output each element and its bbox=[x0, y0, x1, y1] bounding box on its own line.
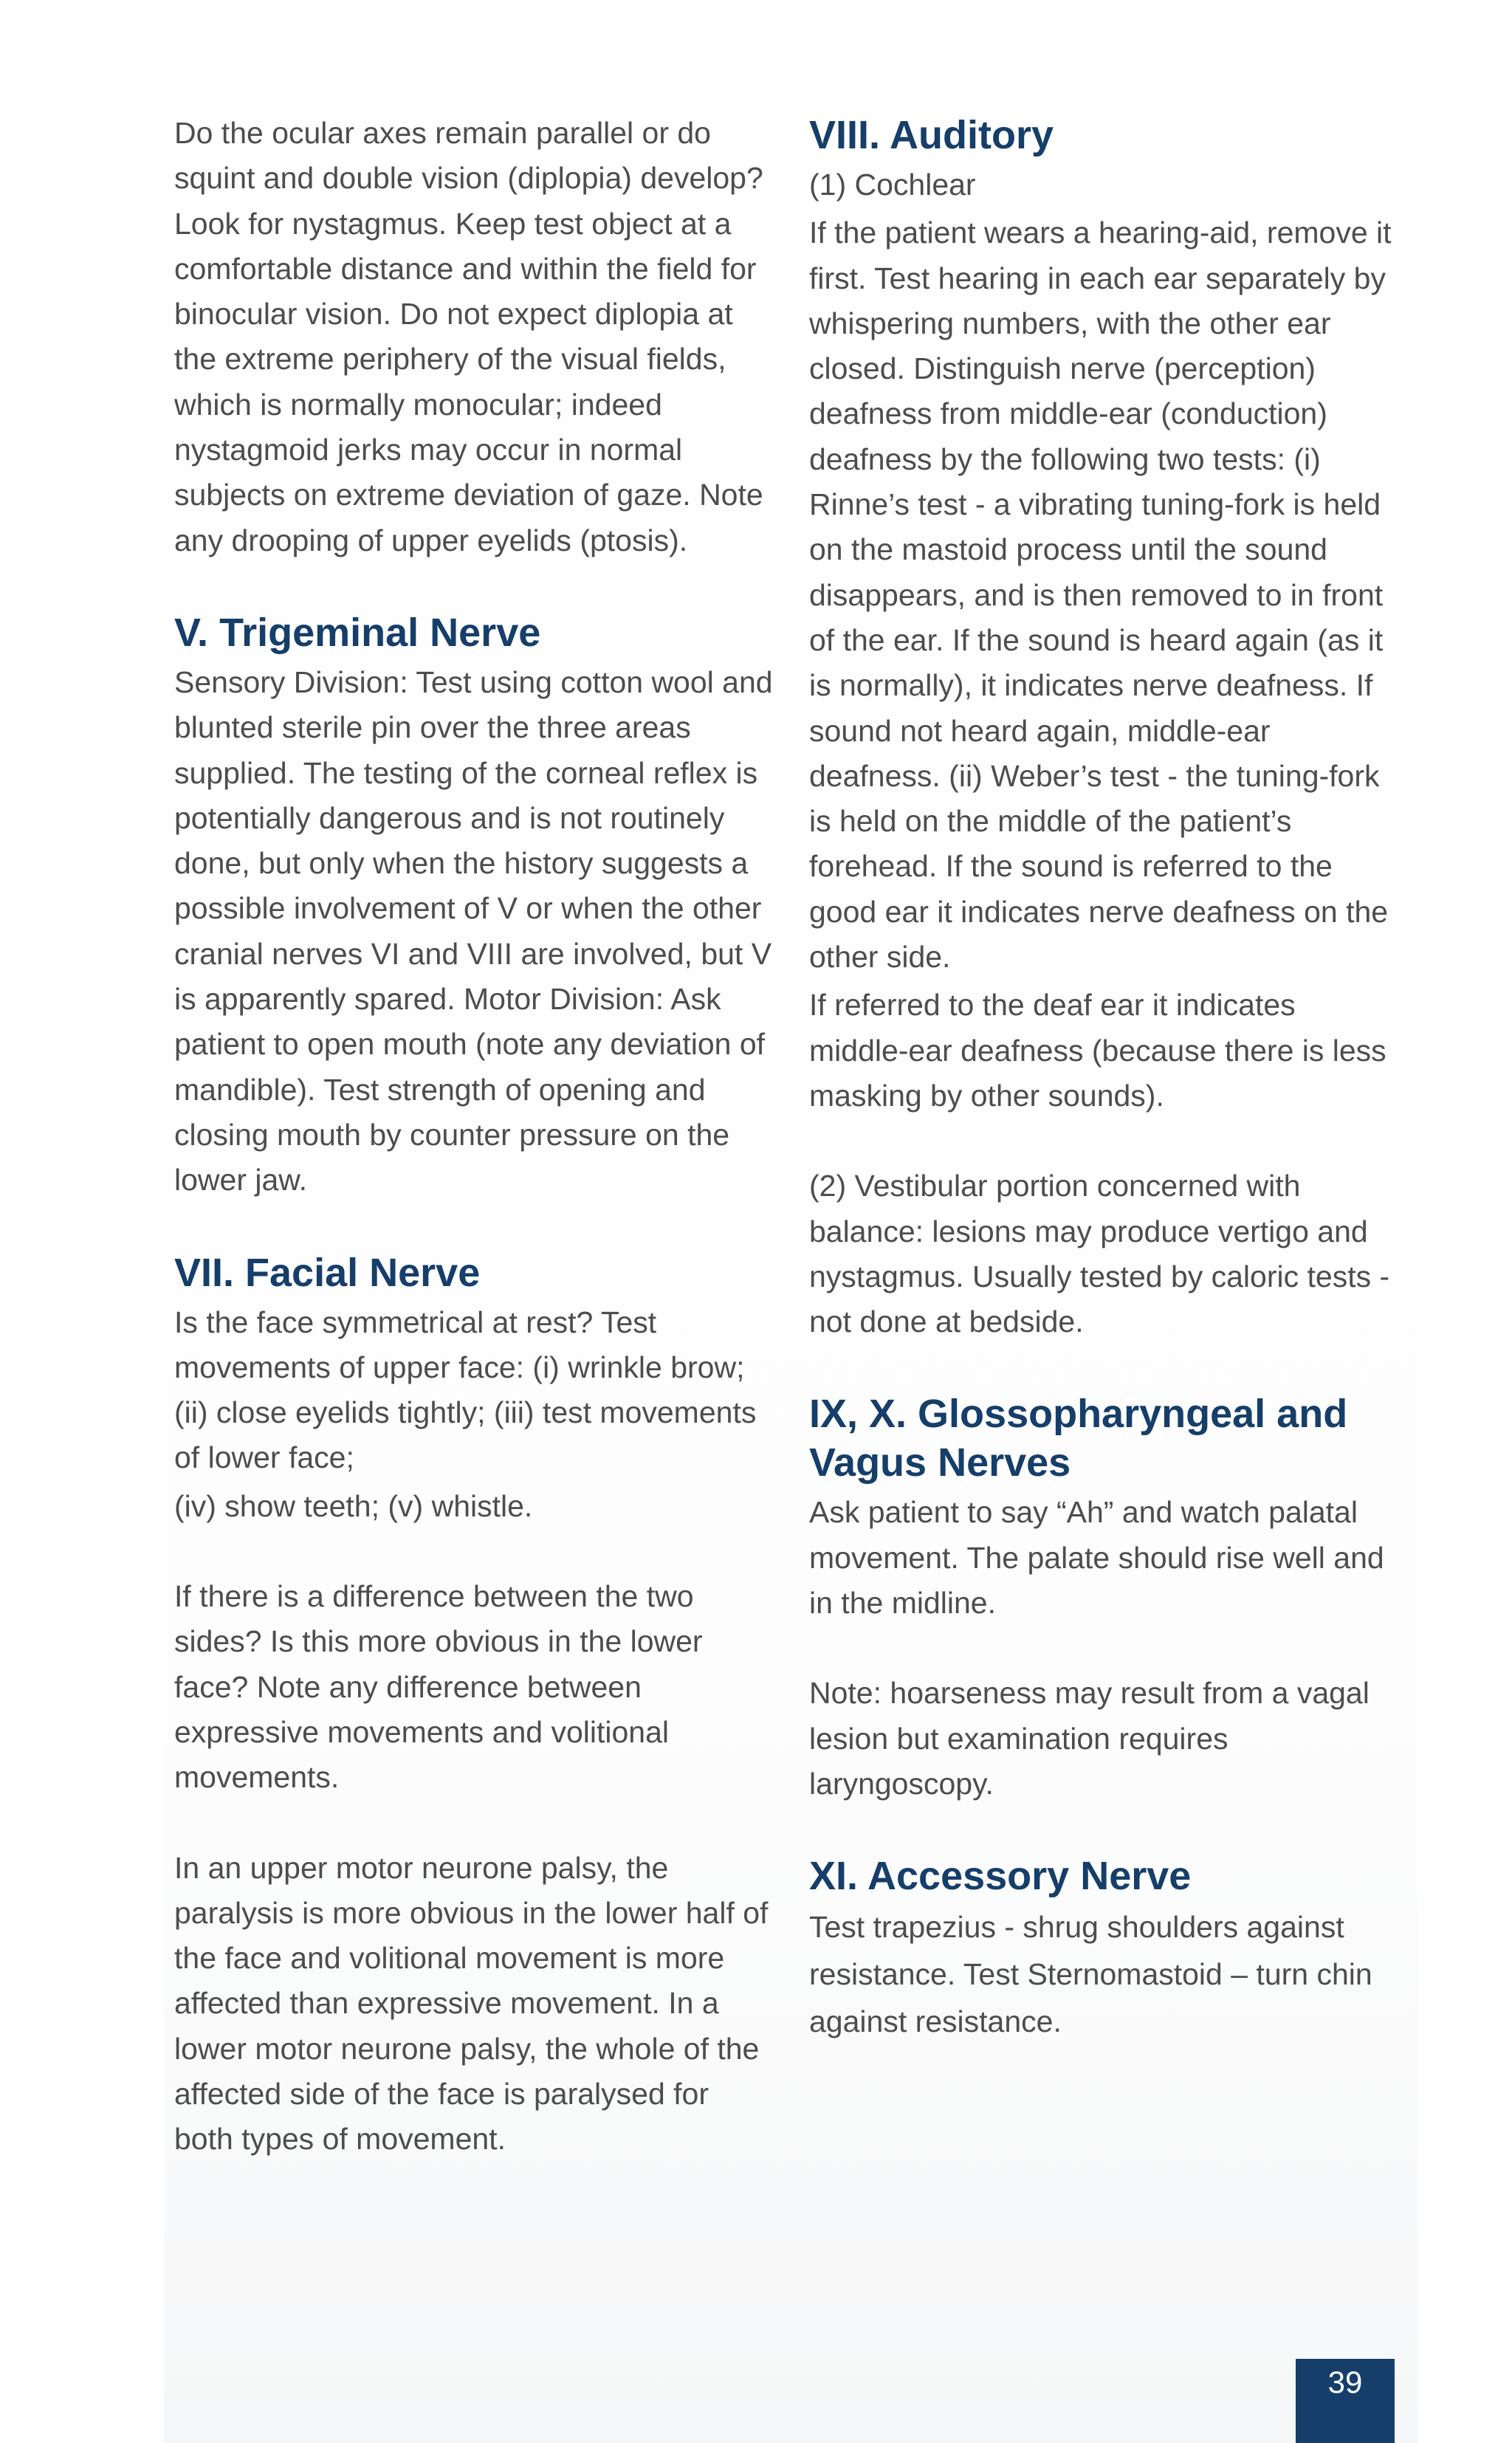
auditory-body-3: (2) Vestibular portion concerned with balance: lesions may produce vertigo and nystagmus. Usually tested by caloric tests - not done at bedside. bbox=[809, 1169, 1390, 1339]
facial-section bbox=[174, 1248, 776, 2162]
auditory-heading: VIII. Auditory bbox=[809, 113, 1054, 157]
cochlear-subheading: (1) Cochlear bbox=[809, 168, 976, 202]
glossopharyngeal-section bbox=[809, 1389, 1400, 1807]
trigeminal-heading: V. Trigeminal Nerve bbox=[174, 610, 541, 655]
trigeminal-body: Sensory Division: Test using cotton wool and blunted sterile pin over the three areas supplied. The testing of the corneal reflex is potentially dangerous and is not routinely done, but only when the history suggests a possible involvement of V or when the other cranial nerves VI and VIII are involved, but V is apparently spared. Motor Division: Ask patient to open mouth (note any deviation of mandible). Test strength of opening and closing mouth by counter pressure on the lower jaw. bbox=[174, 664, 773, 1198]
facial-body-2: (iv) show teeth; (v) whistle. bbox=[174, 1488, 533, 1523]
facial-heading: VII. Facial Nerve bbox=[174, 1250, 481, 1295]
facial-body-3: If there is a difference between the two sides? Is this more obvious in the lower face? Note any difference between expressive movements and volitional movements. bbox=[174, 1579, 703, 1795]
accessory-body: Test trapezius - shrug shoulders against resistance. Test Sternomastoid – turn chin against resistance. bbox=[809, 1910, 1372, 2039]
glossopharyngeal-body-2: Note: hoarseness may result from a vagal lesion but examination requires laryngoscopy. bbox=[809, 1676, 1370, 1801]
facial-body-1: Is the face symmetrical at rest? Test movements of upper face: (i) wrinkle brow; (ii) close eyelids tightly; (iii) test movements of lower face; bbox=[174, 1305, 757, 1475]
glossopharyngeal-heading: IX, X. Glossopharyngeal and Vagus Nerves bbox=[809, 1392, 1348, 1485]
auditory-body-1: If the patient wears a hearing-aid, remove it first. Test hearing in each ear separately by whispering numbers, with the other ear closed. Distinguish nerve (perception) deafness from middle-ear (conduction) deafness by the following two tests: (i) Rinne’s test - a vibrating tuning-fork is held on the mastoid process until the sound disappears, and is then removed to in front of the ear. If the sound is heard again (as it is normally), it indicates nerve deafness. If sound not heard again, middle-ear deafness. (ii) Weber’s test - the tuning-fork is held on the middle of the patient’s forehead. If the sound is referred to the good ear it indicates nerve deafness on the other side. bbox=[809, 216, 1392, 975]
page-number-badge: 39 bbox=[1296, 2359, 1395, 2443]
right-column bbox=[809, 111, 1400, 2090]
accessory-heading: XI. Accessory Nerve bbox=[809, 1854, 1192, 1899]
auditory-body-2: If referred to the deaf ear it indicates middle-ear deafness (because there is less masking by other sounds). bbox=[809, 988, 1386, 1113]
trigeminal-section bbox=[174, 608, 776, 1203]
left-column bbox=[174, 111, 776, 2207]
glossopharyngeal-body-1: Ask patient to say “Ah” and watch palatal movement. The palate should rise well and in the midline. bbox=[809, 1495, 1384, 1621]
intro-paragraph: Do the ocular axes remain parallel or do squint and double vision (diplopia) develop? Look for nystagmus. Keep test object at a comfortable distance and within the field for binocular vision. Do not expect diplopia at the extreme periphery of the visual fields, which is normally monocular; indeed nystagmoid jerks may occur in normal subjects on extreme deviation of gaze. Note any drooping of upper eyelids (ptosis). bbox=[174, 116, 763, 557]
accessory-section bbox=[809, 1852, 1400, 2045]
facial-body-4: In an upper motor neurone palsy, the paralysis is more obvious in the lower half of the face and volitional movement is more affected than expressive movement. In a lower motor neurone palsy, the whole of the affected side of the face is paralysed for both types of movement. bbox=[174, 1850, 769, 2157]
auditory-section bbox=[809, 111, 1400, 1344]
